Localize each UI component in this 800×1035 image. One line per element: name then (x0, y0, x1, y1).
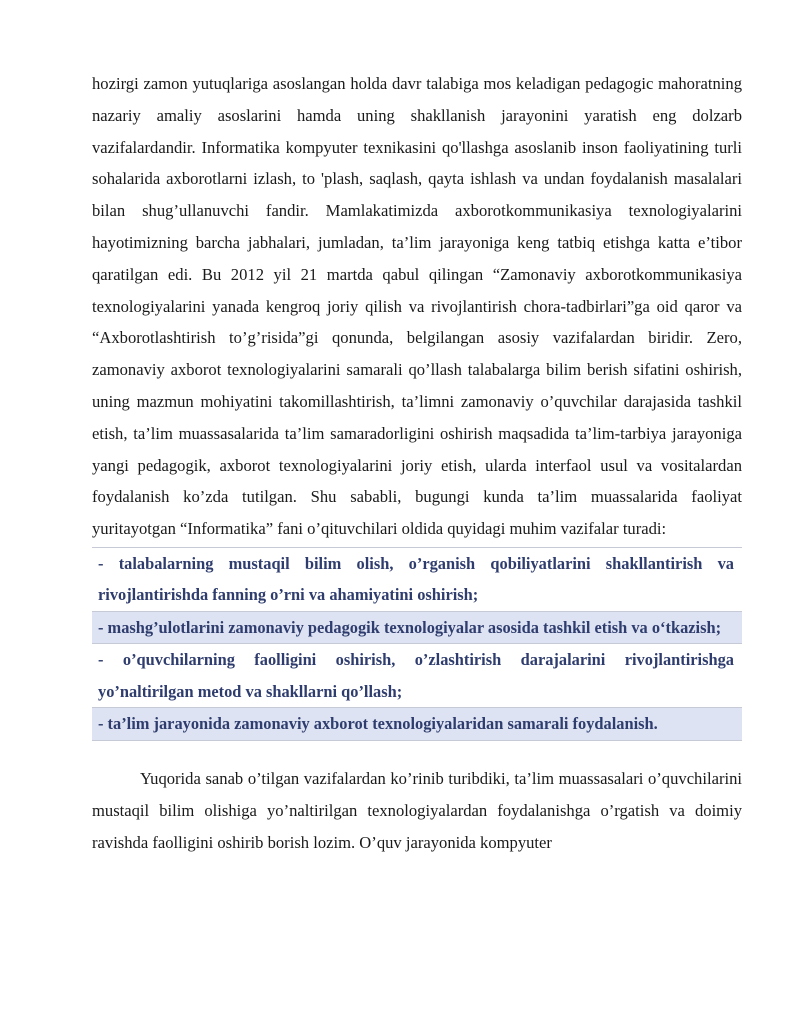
task-item: - talabalarning mustaqil bilim olish, o’rganish qobiliyatlarini shakllantirish va rivojlantirishda fanning o’rni va ahamiyatini oshirish; (92, 548, 742, 612)
intro-paragraph: hozirgi zamon yutuqlariga asoslangan holda davr talabiga mos keladigan pedagogic mahoratning nazariy amaliy asoslarini hamda uning shakllanish jarayonini yaratish eng dolzarb vazifalardandir. Informatika kompyuter texnikasini qo'llashga asoslanib inson faoliyatining turli sohalarida axborotlarni izlash, to 'plash, saqlash, qayta ishlash va undan foydalanish masalalari bilan shug’ullanuvchi fandir. Mamlakatimizda axborotkommunikasiya texnologiyalarini hayotimizning barcha jabhalari, jumladan, ta’lim jarayoniga keng tatbiq etishga katta e’tibor qaratilgan edi. Bu 2012 yil 21 martda qabul qilingan “Zamonaviy axborotkommunikasiya texnologiyalarini yanada kengroq joriy qilish va rivojlantirish chora-tadbirlari”ga oid qaror va “Axborotlashtirish to’g’risida”gi qonunda, belgilangan asosiy vazifalardan biridir. Zero, zamonaviy axborot texnologiyalarini samarali qo’llash talabalarga bilim berish sifatini oshirish, uning mazmun mohiyatini takomillashtirish, ta’limni zamonaviy o’quvchilar darajasida tashkil etish, ta’lim muassasalarida ta’lim samaradorligini oshirish maqsadida ta’lim-tarbiya jarayoniga yangi pedagogik, axborot texnologiyalarini joriy etish, ularda interfaol usul va vositalardan foydalanish ko’zda tutilgan. Shu sababli, bugungi kunda ta’lim muassalarida faoliyat yuritayotgan “Informatika” fani o’qituvchilari oldida quyidagi muhim vazifalar turadi: (92, 74, 742, 539)
task-item: - ta’lim jarayonida zamonaviy axborot texnologiyalaridan samarali foydalanish. (92, 708, 742, 741)
task-list (92, 547, 742, 741)
document-page (92, 68, 742, 858)
closing-paragraph: Yuqorida sanab o’tilgan vazifalardan ko’rinib turibdiki, ta’lim muassasalari o’quvchilarini mustaqil bilim olishiga yo’naltirilgan texnologiyalardan foydalanishga o’rgatish va doimiy ravishda faolligini oshirib borish lozim. O’quv jarayonida kompyuter (92, 768, 742, 852)
task-item: - o’quvchilarning faolligini oshirish, o’zlashtirish darajalarini rivojlantirishga yo’naltirilgan metod va shakllarni qo’llash; (92, 644, 742, 708)
task-item: - mashg’ulotlarini zamonaviy pedagogik texnologiyalar asosida tashkil etish va o‘tkazish; (92, 612, 742, 645)
